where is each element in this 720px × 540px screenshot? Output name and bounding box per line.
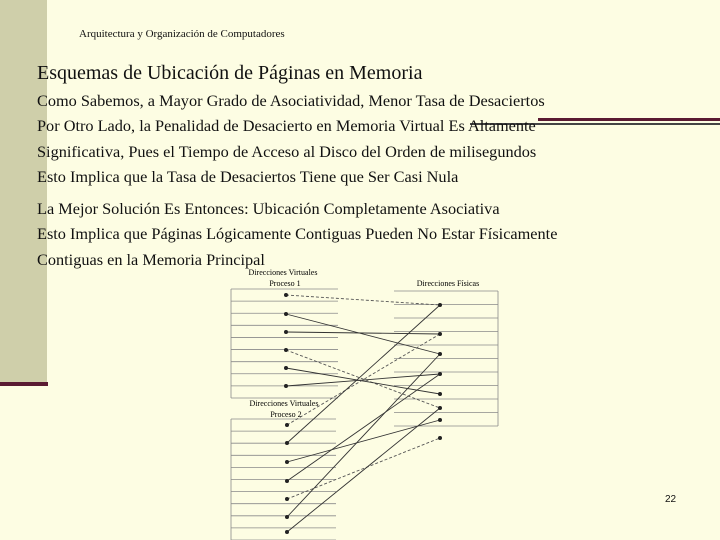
course-header: Arquitectura y Organización de Computadores — [79, 28, 285, 40]
mapping-dot — [438, 303, 442, 307]
mapping-dot — [438, 372, 442, 376]
physical-label: Direcciones Físicas — [416, 279, 480, 288]
mapping-dot — [284, 384, 288, 388]
mapping-dot — [284, 312, 288, 316]
mapping-dot — [285, 515, 289, 519]
diagram-dots — [284, 293, 442, 534]
mapping-arrow — [286, 374, 440, 386]
virtual-2-process-label: Proceso 2 — [270, 410, 302, 419]
mapping-dot — [438, 392, 442, 396]
mapping-dot — [284, 348, 288, 352]
mapping-dot — [284, 293, 288, 297]
mapping-dot — [285, 441, 289, 445]
paragraph-line: Como Sabemos, a Mayor Grado de Asociatividad, Menor Tasa de Desaciertos — [37, 91, 545, 110]
mapping-dot — [285, 497, 289, 501]
mapping-arrow — [287, 374, 440, 481]
mapping-dot — [285, 423, 289, 427]
mapping-dot — [285, 530, 289, 534]
paragraph-line: Por Otro Lado, la Penalidad de Desacierto en Memoria Virtual Es Altamente — [37, 116, 536, 136]
mapping-dot — [438, 418, 442, 422]
mapping-dot — [284, 330, 288, 334]
mapping-arrow — [287, 438, 440, 499]
mapping-dot — [284, 366, 288, 370]
paragraph-line: Esto Implica que la Tasa de Desaciertos Tiene que Ser Casi Nula — [37, 166, 459, 186]
paragraph-line: Significativa, Pues el Tiempo de Acceso al Disco del Orden de milisegundos — [37, 141, 537, 161]
diagram-arrows — [286, 295, 440, 532]
slide-title: Esquemas de Ubicación de Páginas en Memoria — [37, 62, 423, 84]
mapping-dot — [285, 460, 289, 464]
mapping-dot — [438, 406, 442, 410]
virtual-1-label: Direcciones Virtuales — [248, 268, 318, 277]
paragraph-line: Contiguas en la Memoria Principal — [37, 249, 265, 269]
mapping-arrow — [286, 295, 440, 305]
paragraph-line: Esto Implica que Páginas Lógicamente Contiguas Pueden No Estar Físicamente — [37, 224, 558, 244]
mapping-arrow — [287, 354, 440, 517]
page-number: 22 — [665, 494, 677, 505]
mapping-dot — [438, 352, 442, 356]
mapping-dot — [438, 436, 442, 440]
virtual-1-process-label: Proceso 1 — [269, 279, 301, 288]
mapping-dot — [285, 479, 289, 483]
virtual-2-label: Direcciones Virtuales — [249, 399, 319, 408]
mapping-arrow — [287, 408, 440, 532]
paragraph-line: La Mejor Solución Es Entonces: Ubicación Completamente Asociativa — [37, 199, 500, 218]
mapping-dot — [438, 332, 442, 336]
